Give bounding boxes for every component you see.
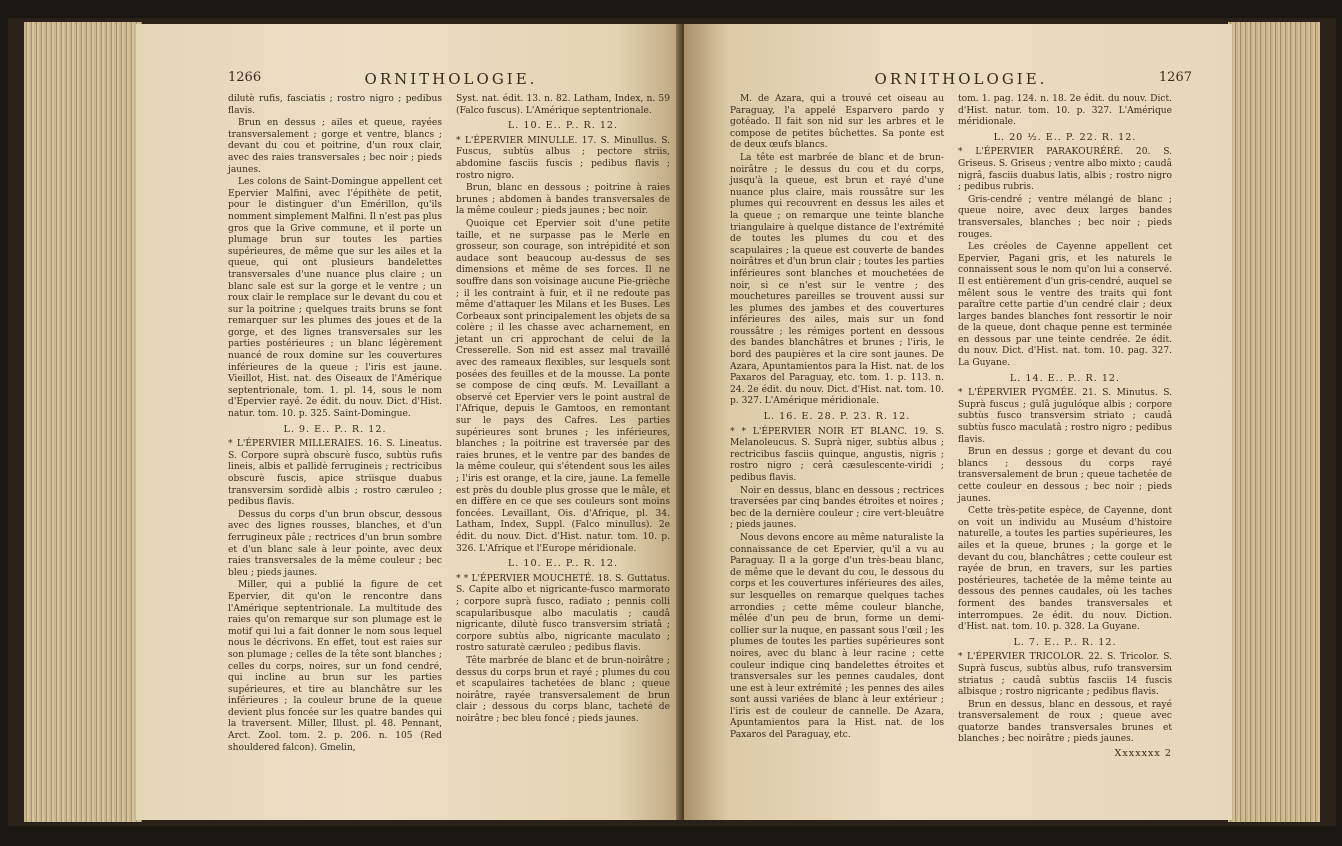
measurements: L. 20 ½. E.. P. 22. R. 12. xyxy=(993,131,1137,143)
species-entry: * L'ÉPERVIER MINULLE. 17. S. Minullus. S. Fuscus, subtùs albus ; pectore striis, abdomine fasciis fuscis ; pedibus flavis ; rostro nigro. xyxy=(456,135,670,181)
paragraph: tom. 1. pag. 124. n. 18. 2e édit. du nouv. Dict. d'Hist. natur. tom. 10. p. 327. L'Amérique méridionale. xyxy=(958,94,1172,128)
left-column-1 xyxy=(228,94,442,755)
species-entry: * * L'ÉPERVIER MOUCHETÉ. 18. S. Guttatus. S. Capite albo et nigricante-fusco marmorato ; corpore suprà fusco, radiato ; pennis colli scapularibusque albo maculatis ; caudâ nigricante, dilutè fusco transversim striatâ ; corpore subtùs albo, nigricante maculato ; rostro saturatè cæruleo ; pedibus flavis. xyxy=(456,573,670,654)
paragraph: Brun en dessus ; gorge et devant du cou blancs ; dessous du corps rayé transversalement de brun ; queue tachetée de cette couleur en dessous ; bec noir ; pieds jaunes. xyxy=(958,447,1172,504)
left-page xyxy=(136,24,684,820)
measurements: L. 14. E.. P.. R. 12. xyxy=(1009,372,1121,384)
page-edges-left xyxy=(24,22,142,822)
species-entry: * L'ÉPERVIER MILLERAIES. 16. S. Lineatus. S. Corpore suprà obscurè fusco, subtùs rufis lineis, albis et pallidè ferrugineis ; rectricibus obscurè fuscis, apice striisque duabus transversim sordidè albis ; rostro cæruleo ; pedibus flavis. xyxy=(228,439,442,508)
measurements: L. 7. E.. P.. R. 12. xyxy=(1013,636,1117,648)
paragraph: Les créoles de Cayenne appellent cet Epervier, Pagani gris, et les naturels le connaissent sous le nom qu'on lui a conservé. Il est entièrement d'un gris-cendré, auquel se mêlent sous le ventre des traits qui font paraître cette partie d'un cendré clair ; deux larges bandes blanches font ressortir le noir de la queue, dont chaque penne est terminée en dessous par une teinte cendrée. 2e édit. du nouv. Dict. d'Hist. nat. tom. 10. pag. 327. La Guyane. xyxy=(958,242,1172,369)
species-entry: * L'ÉPERVIER PYGMÉE. 21. S. Minutus. S. Suprà fuscus ; gulâ jugulóque albis ; corpore subtùs fusco transversim striato ; caudâ subtùs fusco maculatâ ; rostro nigro ; pedibus flavis. xyxy=(958,388,1172,445)
paragraph: Tête marbrée de blanc et de brun-noirâtre ; dessus du corps brun et rayé ; plumes du cou et scapulaires tachetées de blanc ; queue noirâtre, rayée transversalement de brun clair ; dessous du corps blanc, tacheté de noirâtre ; bec bleu foncé ; pieds jaunes. xyxy=(456,655,670,724)
page-number-left: 1266 xyxy=(228,70,262,85)
running-title-right: ORNITHOLOGIE. xyxy=(874,70,1048,88)
measurements: L. 16. E. 28. P. 23. R. 12. xyxy=(763,411,911,423)
measurements: L. 10. E.. P.. R. 12. xyxy=(507,120,619,132)
right-column-1 xyxy=(730,94,944,761)
paragraph: Cette très-petite espèce, de Cayenne, dont on voit un individu au Muséum d'histoire naturelle, a toutes les parties supérieures, les ailes et la queue, brunes ; la gorge et le devant du cou, blanchâtres ; cette couleur est rayée de brun, en travers, sur les parties postérieures, tachetée de la même teinte au dessous des pennes caudales, où les taches forment des bandes transversales et interrompues. 2e édit. du nouv. Diction. d'Hist. nat. tom. 10. p. 328. La Guyane. xyxy=(958,506,1172,633)
paragraph: Brun en dessus ; ailes et queue, rayées transversalement ; gorge et ventre, blancs ; devant du cou et poitrine, d'un roux clair, avec des raies transversales ; bec noir ; pieds jaunes. xyxy=(228,118,442,175)
paragraph: Gris-cendré ; ventre mélangé de blanc ; queue noire, avec deux larges bandes transversales, blanches ; bec noir ; pieds rouges. xyxy=(958,194,1172,240)
measurements: L. 10. E.. P.. R. 12. xyxy=(507,558,619,570)
paragraph: La tête est marbrée de blanc et de brun-noirâtre ; le dessus du cou et du corps, jusqu'à la queue, est brun et rayé d'une nuance plus claire, mais roussâtre sur les plumes qui recouvrent en dessus les ailes et la queue ; on remarque une teinte blanche triangulaire à quelque distance de l'extrémité de toutes les plumes du cou et des scapulaires ; la queue est couverte de bandes noirâtres et d'un brun clair ; toutes les parties inférieures sont blanches et mouchetées de noir, si ce n'est sur le ventre ; des mouchetures pareilles se trouvent aussi sur les plumes des jambes et des couvertures inférieures des ailes, mais sur un fond roussâtre ; les rémiges portent en dessous des bandes blanchâtres et brunes ; l'iris, le bord des paupières et la cire sont jaunes. De Azara, Apuntamientos para la Hist. nat. de los Paxaros del Paraguay, etc. tom. 1. p. 113. n. 24. 2e édit. du nouv. Dict. d'Hist. nat. tom. 10. p. 327. L'Amérique méridionale. xyxy=(730,152,944,407)
paragraph: Les colons de Saint-Domingue appellent cet Epervier Malfini, avec l'épithète de petit, pour le distinguer d'un Emérillon, qu'ils nomment simplement Malfini. Il n'est pas plus gros que la Grive commune, et il porte un plumage brun sur toutes les parties supérieures, de même que sur les ailes et la queue, qui ont plusieurs bandelettes transversales d'une nuance plus claire ; un blanc sale est sur la gorge et le ventre ; un roux clair le remplace sur le devant du cou et sur la poitrine ; quelques traits bruns se font remarquer sur les plumes des joues et de la gorge, et des lignes transversales sur les parties postérieures ; un blanc légèrement nuancé de roux domine sur les couvertures inférieures de la queue ; l'iris est jaune. Vieillot, Hist. nat. des Oiseaux de l'Amérique septentrionale, tom. 1. pl. 14, sous le nom d'Epervier rayé. 2e édit. du nouv. Dict. d'Hist. natur. tom. 10. p. 325. Saint-Domingue. xyxy=(228,177,442,420)
paragraph: Syst. nat. édit. 13. n. 82. Latham, Index, n. 59 (Falco fuscus). L'Amérique septentrionale. xyxy=(456,94,670,116)
species-entry: * L'ÉPERVIER PARAKOURÉRÉ. 20. S. Griseus. S. Griseus ; ventre albo mixto ; caudâ nigrâ, fasciis duabus latis, albis ; rostro nigro ; pedibus rubris. xyxy=(958,147,1172,193)
paragraph: M. de Azara, qui a trouvé cet oiseau au Paraguay, l'a appelé Esparvero pardo y gotéado. Il fait son nid sur les arbres et le compose de petites bûchettes. Sa ponte est de deux œufs blancs. xyxy=(730,94,944,151)
right-column-2 xyxy=(958,94,1172,761)
paragraph: dilutè rufis, fasciatis ; rostro nigro ; pedibus flavis. xyxy=(228,94,442,116)
right-page xyxy=(684,24,1232,820)
running-title-left: ORNITHOLOGIE. xyxy=(364,70,538,88)
paragraph: Noir en dessus, blanc en dessous ; rectrices traversées par cinq bandes étroites et noires ; bec de la dernière couleur ; cire vert-bleuâtre ; pieds jaunes. xyxy=(730,485,944,531)
species-entry: * * L'ÉPERVIER NOIR ET BLANC. 19. S. Melanoleucus. S. Suprà niger, subtùs albus ; rectricibus fasciis quinque, angustis, nigris ; rostro nigro ; cerâ cæsulescente-viridi ; pedibus flavis. xyxy=(730,426,944,483)
running-head-right xyxy=(730,70,1192,92)
paragraph: Miller, qui a publié la figure de cet Epervier, dit qu'on le rencontre dans l'Amérique septentrionale. La multitude des raies qu'on remarque sur son plumage est le motif qui lui a fait donner le nom sous lequel nous le décrivons. En effet, tout est raies sur son plumage ; celles de la tête sont blanches ; celles du corps, noires, sur un fond cendré, qui incline au brun sur les parties supérieures, et tire au blanchâtre sur les inférieures ; la couleur brune de la queue devient plus foncée sur les quatre bandes qui la traversent. Miller, Illust. pl. 48. Pennant, Arct. Zool. tom. 2. p. 206. n. 105 (Red shouldered falcon). Gmelin, xyxy=(228,580,442,753)
species-entry: * L'ÉPERVIER TRICOLOR. 22. S. Tricolor. S. Suprà fuscus, subtùs albus, rufo transversim striatus ; caudâ subtùs fasciis 14 fuscis albisque ; rostro nigricante ; pedibus flavis. xyxy=(958,652,1172,698)
page-number-right: 1267 xyxy=(1158,70,1192,85)
signature-mark: Xxxxxxx 2 xyxy=(1114,748,1172,760)
page-edges-right xyxy=(1228,22,1320,822)
measurements: L. 9. E.. P.. R. 12. xyxy=(283,423,387,435)
paragraph: Dessus du corps d'un brun obscur, dessous avec des lignes rousses, blanches, et d'un ferrugineux pâle ; rectrices d'un brun sombre et d'un blanc sale à leur pointe, avec deux raies transversales de la même couleur ; bec bleu ; pieds jaunes. xyxy=(228,509,442,578)
paragraph: Brun, blanc en dessous ; poitrine à raies brunes ; abdomen à bandes transversales de la même couleur ; pieds jaunes ; bec noir. xyxy=(456,183,670,217)
left-column-2 xyxy=(456,94,670,755)
paragraph: Nous devons encore au même naturaliste la connaissance de cet Epervier, qu'il a vu au Paraguay. Il a la gorge d'un très-beau blanc, de même que le devant du cou, le dessous du corps et les couvertures inférieures des ailes, sur lesquelles on remarque quelques taches arrondies ; cette même couleur blanche, mêlée d'un peu de brun, forme un demi-collier sur la nuque, en passant sous l'œil ; les plumes de toutes les parties supérieures sont noires, avec du blanc à leur racine ; cette couleur indique cinq bandelettes étroites et transversales sur les pennes caudales, dont une est à leur extrémité ; les pennes des ailes sont aussi variées de blanc à leur extérieur ; l'iris est de couleur de cannelle. De Azara, Apuntamientos para la Hist. nat. de los Paxaros del Paraguay, etc. xyxy=(730,532,944,741)
paragraph: Brun en dessus, blanc en dessous, et rayé transversalement de roux ; queue avec quatorze bandes transversales brunes et blanches ; bec noirâtre ; pieds jaunes. xyxy=(958,699,1172,745)
paragraph: Quoique cet Epervier soit d'une petite taille, et ne surpasse pas le Merle en grosseur, son courage, son intrépidité et son audace sont beaucoup au-dessus de ses dimensions et même de ses forces. Il ne souffre dans son voisinage aucune Pie-grièche ; il les contraint à fuir, et il ne redoute pas même d'attaquer les Milans et les Buses. Les Corbeaux sont principalement les objets de sa colère ; il les chasse avec acharnement, en jetant un cri approchant de celui de la Cresserelle. Son nid est assez mal travaillé avec des rameaux flexibles, sur lesquels sont posées des feuilles et de la mousse. La ponte se compose de cinq œufs. M. Levaillant a observé cet Epervier vers le point austral de l'Afrique, depuis le Gamtoos, en remontant sur le pays des Cafres. Les parties supérieures sont brunes ; les inférieures, blanches ; la poitrine est traversée par des raies brunes, et le ventre par des bandes de la même couleur, qui s'étendent sous les ailes ; l'iris est orange, et la cire, jaune. La femelle est près du double plus grosse que le mâle, et en diffère en ce que ses couleurs sont moins foncées. Levaillant, Ois. d'Afrique, pl. 34. Latham, Index, Suppl. (Falco minullus). 2e édit. du nouv. Dict. d'Hist. natur. tom. 10. p. 326. L'Afrique et l'Europe méridionale. xyxy=(456,218,670,554)
running-head-left xyxy=(228,70,674,92)
